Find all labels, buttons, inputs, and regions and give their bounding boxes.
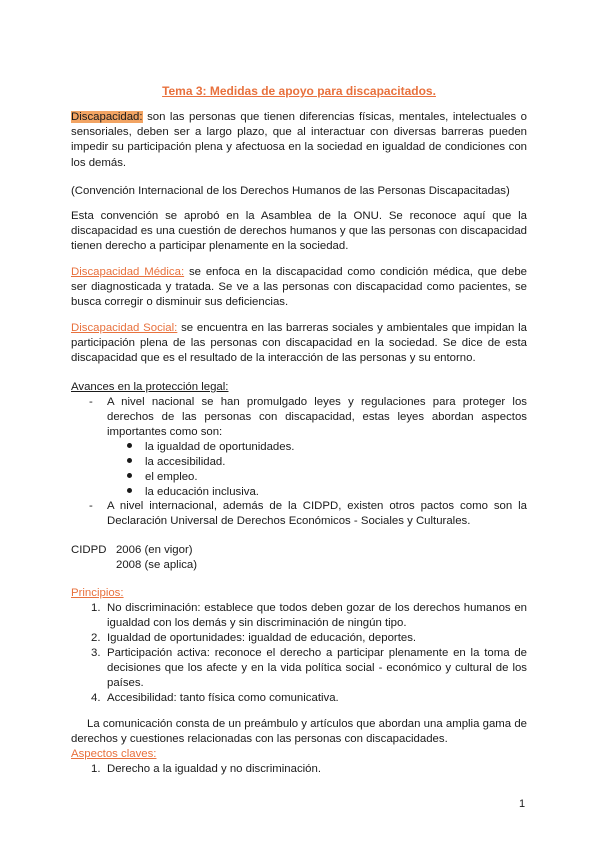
bullet-item [127,470,198,485]
dash-marker: - [89,396,93,408]
list-item [91,762,527,777]
list-item-text: Igualdad de oportunidades: igualdad de educación, deportes. [107,632,417,644]
aspectos-heading [71,747,527,762]
page-title: Tema 3: Medidas de apoyo para discapacitados. [162,84,436,98]
definition-medica [71,265,527,311]
comunicacion-paragraph: La comunicación consta de un preámbulo y artículos que abordan una amplia gama de derechos y cuestiones relacionadas con las personas con discapacidades. [71,718,527,746]
list-number: 3. [91,647,101,659]
cidpd-date-1: 2006 (en vigor) [115,544,193,556]
definition-text: se encuentra en las barreras sociales y ambientales que impidan la participación plena de las personas con discapacidad en la sociedad. Se dice de esta discapacidad que es el resultado de la interacción de las personas y su entorno. [71,322,527,365]
list-number: 1. [91,763,101,775]
definition-text: se enfoca en la discapacidad como condición médica, que debe ser diagnosticada y tratada. Se ve a las personas con discapacidad como pacientes, se busca corregir o disminuir sus deficiencias. [71,266,527,309]
bullet-text: el empleo. [145,471,198,483]
list-number: 4. [91,692,101,704]
convention-title: (Convención Internacional de los Derechos Humanos de las Personas Discapacitadas) [71,185,510,197]
bullet-icon [127,458,132,463]
principios-heading-text: Principios: [71,587,124,599]
dash-marker: - [89,500,93,512]
cidpd-line-1 [71,543,527,558]
cidpd-line-2 [116,558,416,573]
list-item [91,691,527,706]
bullet-icon [127,443,132,448]
bullet-icon [127,488,132,493]
list-item [89,395,527,441]
avances-heading-text: Avances en la protección legal: [71,381,229,393]
list-item-text: Participación activa: reconoce el derecho a participar plenamente en la toma de decisiones que los afecte y en la vida política social - económico y cultural de los países. [107,647,527,690]
avances-heading [71,380,527,395]
list-number: 2. [91,632,101,644]
list-item-text: A nivel internacional, además de la CIDPD, existen otros pactos como son la Declaración Universal de Derechos Económicos - Sociales y Culturales. [107,500,527,528]
definition-social [71,321,527,367]
list-number: 1. [91,602,101,614]
list-item-text: Derecho a la igualdad y no discriminación. [107,763,322,775]
cidpd-label: CIDPD [71,544,107,556]
convention-paragraph: Esta convención se aprobó en la Asamblea de la ONU. Se reconoce aquí que la discapacidad es una cuestión de derechos humanos y que las personas con discapacidad tienen derecho a participar plenamente en la sociedad. [71,210,527,253]
bullet-icon [127,473,132,478]
list-item-text: A nivel nacional se han promulgado leyes y regulaciones para proteger los derechos de las personas con discapacidad, estas leyes abordan aspectos importantes como son: [107,396,527,439]
cidpd-date-2: 2008 (se aplica) [116,559,198,571]
list-item-text: No discriminación: establece que todos deben gozar de los derechos humanos en igualdad con los demás y sin discriminación de ningún tipo. [107,602,527,630]
list-item [91,601,527,631]
page-number: 1 [519,798,526,810]
list-item-text: Accesibilidad: tanto física como comunicativa. [107,692,339,704]
bullet-text: la igualdad de oportunidades. [145,441,295,453]
bullet-text: la accesibilidad. [145,456,226,468]
list-item [89,499,527,529]
bullet-item [127,485,259,500]
definition-discapacidad [71,110,527,171]
term-medica: Discapacidad Médica: [71,266,185,278]
definition-text: son las personas que tienen diferencias físicas, mentales, intelectuales o sensoriales, deben ser a largo plazo, que al interactuar con diversas barreras pueden impedir su participación plena y afectuosa en la sociedad en igualdad de condiciones con los demás. [71,111,527,169]
principios-heading [71,586,527,601]
term-discapacidad: Discapacidad: [71,111,143,123]
bullet-item [127,455,225,470]
list-item [91,646,527,692]
bullet-text: la educación inclusiva. [145,486,259,498]
term-social: Discapacidad Social: [71,322,178,334]
list-item [91,631,527,646]
bullet-item [127,440,294,455]
aspectos-heading-text: Aspectos claves: [71,748,157,760]
